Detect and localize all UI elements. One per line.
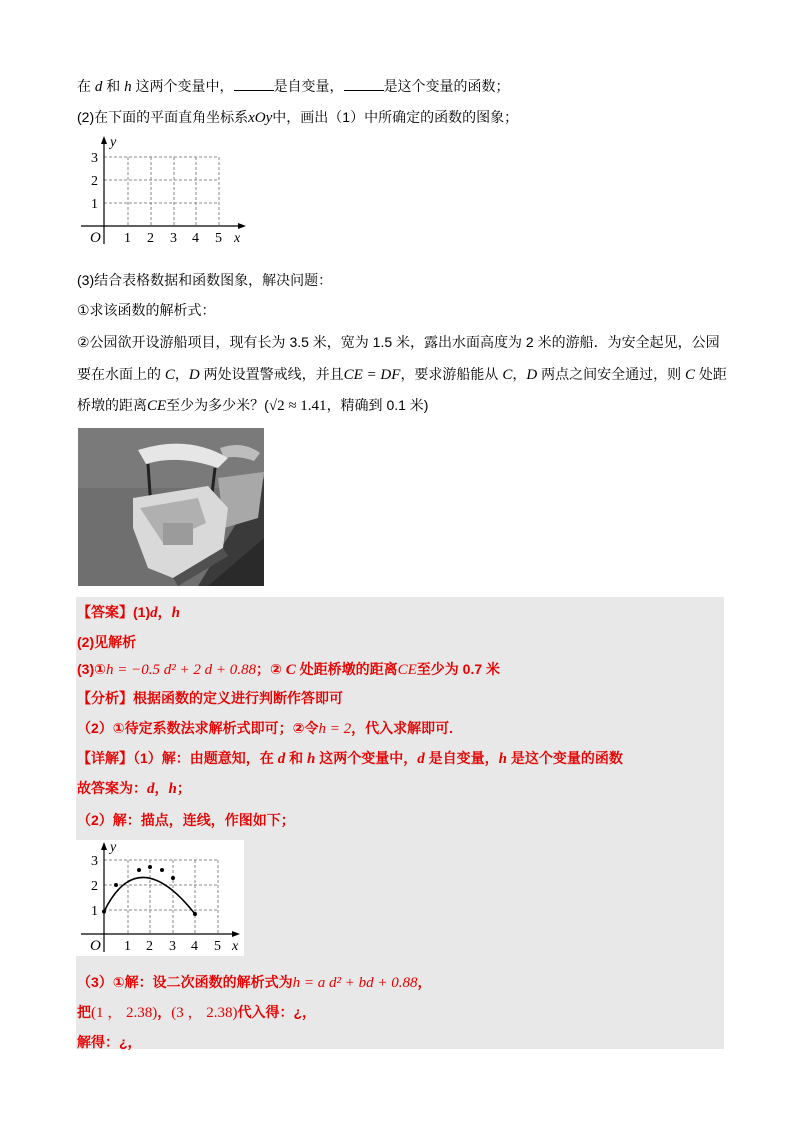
parabola-graph bbox=[76, 840, 244, 956]
solution-line-3: 解得：¿， bbox=[77, 1034, 142, 1050]
x-tick: 1 bbox=[124, 231, 131, 246]
segment-ce: CE bbox=[397, 662, 417, 678]
var-d: d bbox=[277, 751, 286, 767]
text: 是这个变量的函数； bbox=[383, 78, 510, 94]
text: 要在水面上的 bbox=[77, 366, 165, 382]
x-tick: 5 bbox=[215, 231, 222, 246]
text: 这两个变量中， bbox=[315, 750, 418, 766]
var-d: d bbox=[147, 781, 155, 797]
text: ，精确到 0.1 米) bbox=[326, 397, 429, 413]
text: 和 bbox=[285, 750, 307, 766]
y-tick: 2 bbox=[91, 879, 98, 894]
q3-part2-line1: ②公园欲开设游船项目，现有长为 3.5 米，宽为 1.5 米，露出水面高度为 2 米的游船．为安全起见，公园 bbox=[77, 334, 720, 350]
y-tick: 3 bbox=[91, 854, 98, 869]
detail-line-3: （2）解：描点，连线，作图如下； bbox=[77, 812, 295, 828]
x-tick: 2 bbox=[146, 939, 153, 954]
var-h: h bbox=[306, 751, 316, 767]
x-tick: 3 bbox=[169, 939, 176, 954]
point-c: C bbox=[502, 367, 513, 383]
text: ； bbox=[176, 780, 191, 796]
answer-tag: 【答案】 bbox=[77, 604, 133, 620]
equation-h-2: h = 2 bbox=[318, 721, 352, 737]
x-tick: 4 bbox=[192, 231, 199, 246]
xoy-label: xOy bbox=[248, 110, 273, 126]
analysis-line-2 bbox=[77, 718, 453, 739]
answer-line-3 bbox=[77, 659, 500, 680]
text: 处距 bbox=[694, 366, 727, 382]
answer-line-1 bbox=[77, 602, 180, 623]
x-tick: 5 bbox=[214, 939, 221, 954]
solution-line-1 bbox=[77, 972, 432, 993]
point-c: C bbox=[164, 367, 175, 383]
x-axis-label: x bbox=[234, 231, 241, 246]
text: 在 bbox=[77, 78, 95, 94]
y-tick: 1 bbox=[91, 904, 98, 919]
text: 这两个变量中， bbox=[131, 78, 234, 94]
var-d: d bbox=[150, 605, 158, 621]
text: 桥墩的距离 bbox=[77, 397, 147, 413]
text: ， bbox=[512, 366, 527, 382]
boat-photo bbox=[78, 428, 264, 586]
text: （3）①解：设二次函数的解析式为 bbox=[77, 974, 293, 990]
y-tick: 1 bbox=[91, 197, 98, 212]
text: 故答案为： bbox=[77, 780, 147, 796]
detail-tag: 【详解】 bbox=[77, 750, 133, 766]
q3-line: (3)结合表格数据和函数图象，解决问题： bbox=[77, 272, 333, 288]
text: 把 bbox=[77, 1004, 91, 1020]
text: 和 bbox=[102, 78, 125, 94]
text: (1) bbox=[133, 604, 151, 620]
segment-ce: CE bbox=[147, 398, 167, 414]
fill-blank-1[interactable] bbox=[234, 78, 274, 91]
text: 根据函数的定义进行判断作答即可 bbox=[133, 690, 343, 706]
analysis-tag: 【分析】 bbox=[77, 690, 133, 706]
text: 至少为多少米？( bbox=[166, 397, 269, 413]
text: 是这个变量的函数 bbox=[506, 750, 623, 766]
text: 中，画出（1）中所确定的函数的图象； bbox=[272, 109, 519, 125]
var-h: h bbox=[168, 781, 177, 797]
y-tick: 3 bbox=[91, 151, 98, 166]
q1-line bbox=[77, 76, 510, 97]
coordinate-grid-empty bbox=[76, 132, 256, 248]
fill-blank-2[interactable] bbox=[344, 78, 384, 91]
equation-ce-df: CE = DF bbox=[343, 367, 401, 383]
text: 处距桥墩的距离 bbox=[295, 661, 398, 677]
y-axis-label: y bbox=[110, 135, 117, 150]
detail-line-2 bbox=[77, 778, 191, 799]
sqrt-approx: √2 ≈ 1.41 bbox=[268, 398, 327, 414]
text: ，代入求解即可. bbox=[351, 720, 454, 736]
point-2: (3 ， 2.38) bbox=[171, 1005, 238, 1021]
x-tick: 4 bbox=[191, 939, 198, 954]
text: （1）解：由题意知，在 bbox=[133, 750, 278, 766]
text: 两点之间安全通过，则 bbox=[537, 366, 685, 382]
point-1: (1 ， 2.38) bbox=[91, 1005, 158, 1021]
text: ， bbox=[174, 366, 189, 382]
detail-line-1 bbox=[77, 748, 623, 769]
var-d: d bbox=[94, 79, 103, 95]
q3-part1: ①求该函数的解析式： bbox=[77, 302, 216, 318]
text: ，要求游船能从 bbox=[400, 366, 503, 382]
answer-line-2: (2)见解析 bbox=[77, 634, 137, 650]
analysis-line-1 bbox=[77, 688, 343, 708]
text: (3)① bbox=[77, 661, 106, 677]
text: 代入得：¿， bbox=[237, 1004, 317, 1020]
y-tick: 2 bbox=[91, 174, 98, 189]
q3-part2-line3 bbox=[77, 395, 428, 416]
text: 是自变量， bbox=[273, 78, 344, 94]
text: 是自变量， bbox=[424, 750, 499, 766]
x-axis-label: x bbox=[232, 939, 239, 954]
point-c: C bbox=[684, 367, 695, 383]
text: ， bbox=[157, 1004, 172, 1020]
origin-label: O bbox=[90, 230, 101, 246]
general-equation: h = a d² + bd + 0.88 bbox=[292, 975, 418, 991]
text: ， bbox=[417, 974, 432, 990]
x-tick: 2 bbox=[147, 231, 154, 246]
text: ；② bbox=[255, 661, 286, 677]
q2-line bbox=[77, 107, 518, 128]
solution-line-2 bbox=[77, 1002, 316, 1023]
text: ， bbox=[157, 604, 172, 620]
point-d: D bbox=[526, 367, 538, 383]
text: 两处设置警戒线，并且 bbox=[199, 366, 344, 382]
origin-label: O bbox=[90, 938, 101, 954]
x-tick: 1 bbox=[124, 939, 131, 954]
q3-part2-line2 bbox=[77, 364, 727, 385]
x-tick: 3 bbox=[170, 231, 177, 246]
text: ， bbox=[154, 780, 169, 796]
point-c: C bbox=[285, 662, 296, 678]
answer-equation: h = −0.5 d² + 2 d + 0.88 bbox=[105, 662, 256, 678]
point-d: D bbox=[188, 367, 200, 383]
y-axis-label: y bbox=[110, 840, 117, 855]
var-h: h bbox=[171, 605, 180, 621]
text: (2)在下面的平面直角坐标系 bbox=[77, 109, 249, 125]
var-d: d bbox=[417, 751, 425, 767]
var-h: h bbox=[124, 79, 132, 95]
var-h: h bbox=[498, 751, 507, 767]
text: （2）①待定系数法求解析式即可；②令 bbox=[77, 720, 319, 736]
text: 至少为 0.7 米 bbox=[416, 661, 501, 677]
